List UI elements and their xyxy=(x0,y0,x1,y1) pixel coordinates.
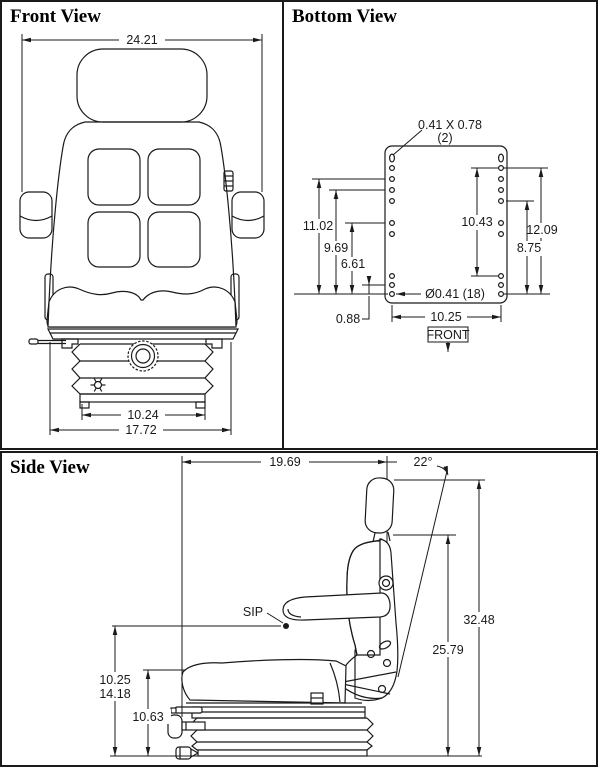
side-view-title: Side View xyxy=(10,457,90,478)
front-view-title: Front View xyxy=(10,6,101,27)
dim-sip-height-min-label: 10.25 xyxy=(99,673,131,687)
base-rail xyxy=(80,394,205,402)
dim-center-span-label: 10.43 xyxy=(461,215,493,229)
dim-overall-width xyxy=(22,33,262,192)
armrest-left xyxy=(20,192,52,238)
dim-seat-base-width-label: 17.72 xyxy=(125,423,157,437)
hole-callout xyxy=(396,287,489,301)
side-suspension xyxy=(168,703,373,759)
side-view-panel xyxy=(0,451,598,767)
base-foot-right xyxy=(196,402,205,408)
dim-bolt-width xyxy=(392,305,501,324)
sip-callout xyxy=(243,605,289,629)
backrest-quilt-panels xyxy=(88,149,200,267)
dim-right-outer xyxy=(503,168,562,294)
armrest-side xyxy=(283,593,390,620)
dim-left-inner-label: 6.61 xyxy=(340,257,366,271)
dim-suspension-base-width-label: 10.24 xyxy=(127,408,159,422)
dim-left-offset-label: 0.88 xyxy=(335,312,361,326)
dim-sip-height-max-label: 14.18 xyxy=(99,687,131,701)
side-view-drawing xyxy=(0,451,598,767)
front-view-drawing xyxy=(0,0,284,450)
weight-adjust-knob xyxy=(128,341,158,371)
slot-callout xyxy=(393,118,482,155)
slot-size-label: 0.41 X 0.78 xyxy=(418,118,482,132)
slide-rail-bar xyxy=(175,707,202,713)
mounting-slots xyxy=(390,154,504,162)
dim-overall-height-label: 32.48 xyxy=(463,613,495,627)
dim-left-inner xyxy=(338,223,385,294)
dim-left-mid xyxy=(321,190,385,294)
armrest-right xyxy=(232,192,264,238)
dim-bolt-width-label: 10.25 xyxy=(430,310,462,324)
sip-label: SIP xyxy=(242,605,264,619)
seat-cushion-front xyxy=(48,287,236,327)
front-view-panel xyxy=(0,0,284,450)
dim-backrest-height-label: 25.79 xyxy=(432,643,464,657)
headrest-side xyxy=(365,477,395,533)
dim-left-outer-label: 11.02 xyxy=(302,219,334,233)
dim-left-offset xyxy=(336,276,385,326)
dim-right-inner xyxy=(506,201,546,294)
hole-size-label: Ø0.41 (18) xyxy=(425,287,485,301)
seat-base-plate xyxy=(48,329,238,339)
dim-depth-label: 19.69 xyxy=(269,455,301,469)
bottom-view-panel xyxy=(282,0,598,450)
base-rail-side xyxy=(198,750,367,756)
slot-count-label: (2) xyxy=(437,131,453,145)
dim-suspension-base-width xyxy=(82,404,205,422)
dim-right-outer-label: 12.09 xyxy=(526,223,558,237)
front-suspension xyxy=(29,329,238,408)
sip-point xyxy=(283,623,289,629)
dim-left-outer xyxy=(300,179,385,294)
headrest-front xyxy=(77,49,207,122)
front-marker-label: FRONT xyxy=(426,328,470,342)
side-seat-outline xyxy=(182,477,398,704)
star-knob xyxy=(91,379,106,392)
bottom-view-title: Bottom View xyxy=(292,6,398,27)
dim-backrest-angle-label: 22° xyxy=(413,455,433,469)
suspension-bellows-side xyxy=(191,718,373,750)
mounting-holes xyxy=(390,166,504,297)
cushion-bracket xyxy=(311,693,323,704)
dim-left-mid-label: 9.69 xyxy=(323,241,349,255)
dim-overall-height xyxy=(394,480,504,756)
dim-center-span xyxy=(457,168,498,276)
bottom-view-drawing xyxy=(282,0,598,450)
base-foot-left xyxy=(80,402,89,408)
front-direction-marker xyxy=(426,327,469,352)
dim-overall-width-label: 24.21 xyxy=(126,33,158,47)
front-seat-outline xyxy=(20,49,264,327)
recline-knob xyxy=(379,576,393,590)
dim-cushion-height-label: 10.63 xyxy=(132,710,164,724)
tilt-handle xyxy=(29,339,66,344)
dim-right-inner-label: 8.75 xyxy=(516,241,542,255)
dim-backrest-angle xyxy=(414,455,448,475)
